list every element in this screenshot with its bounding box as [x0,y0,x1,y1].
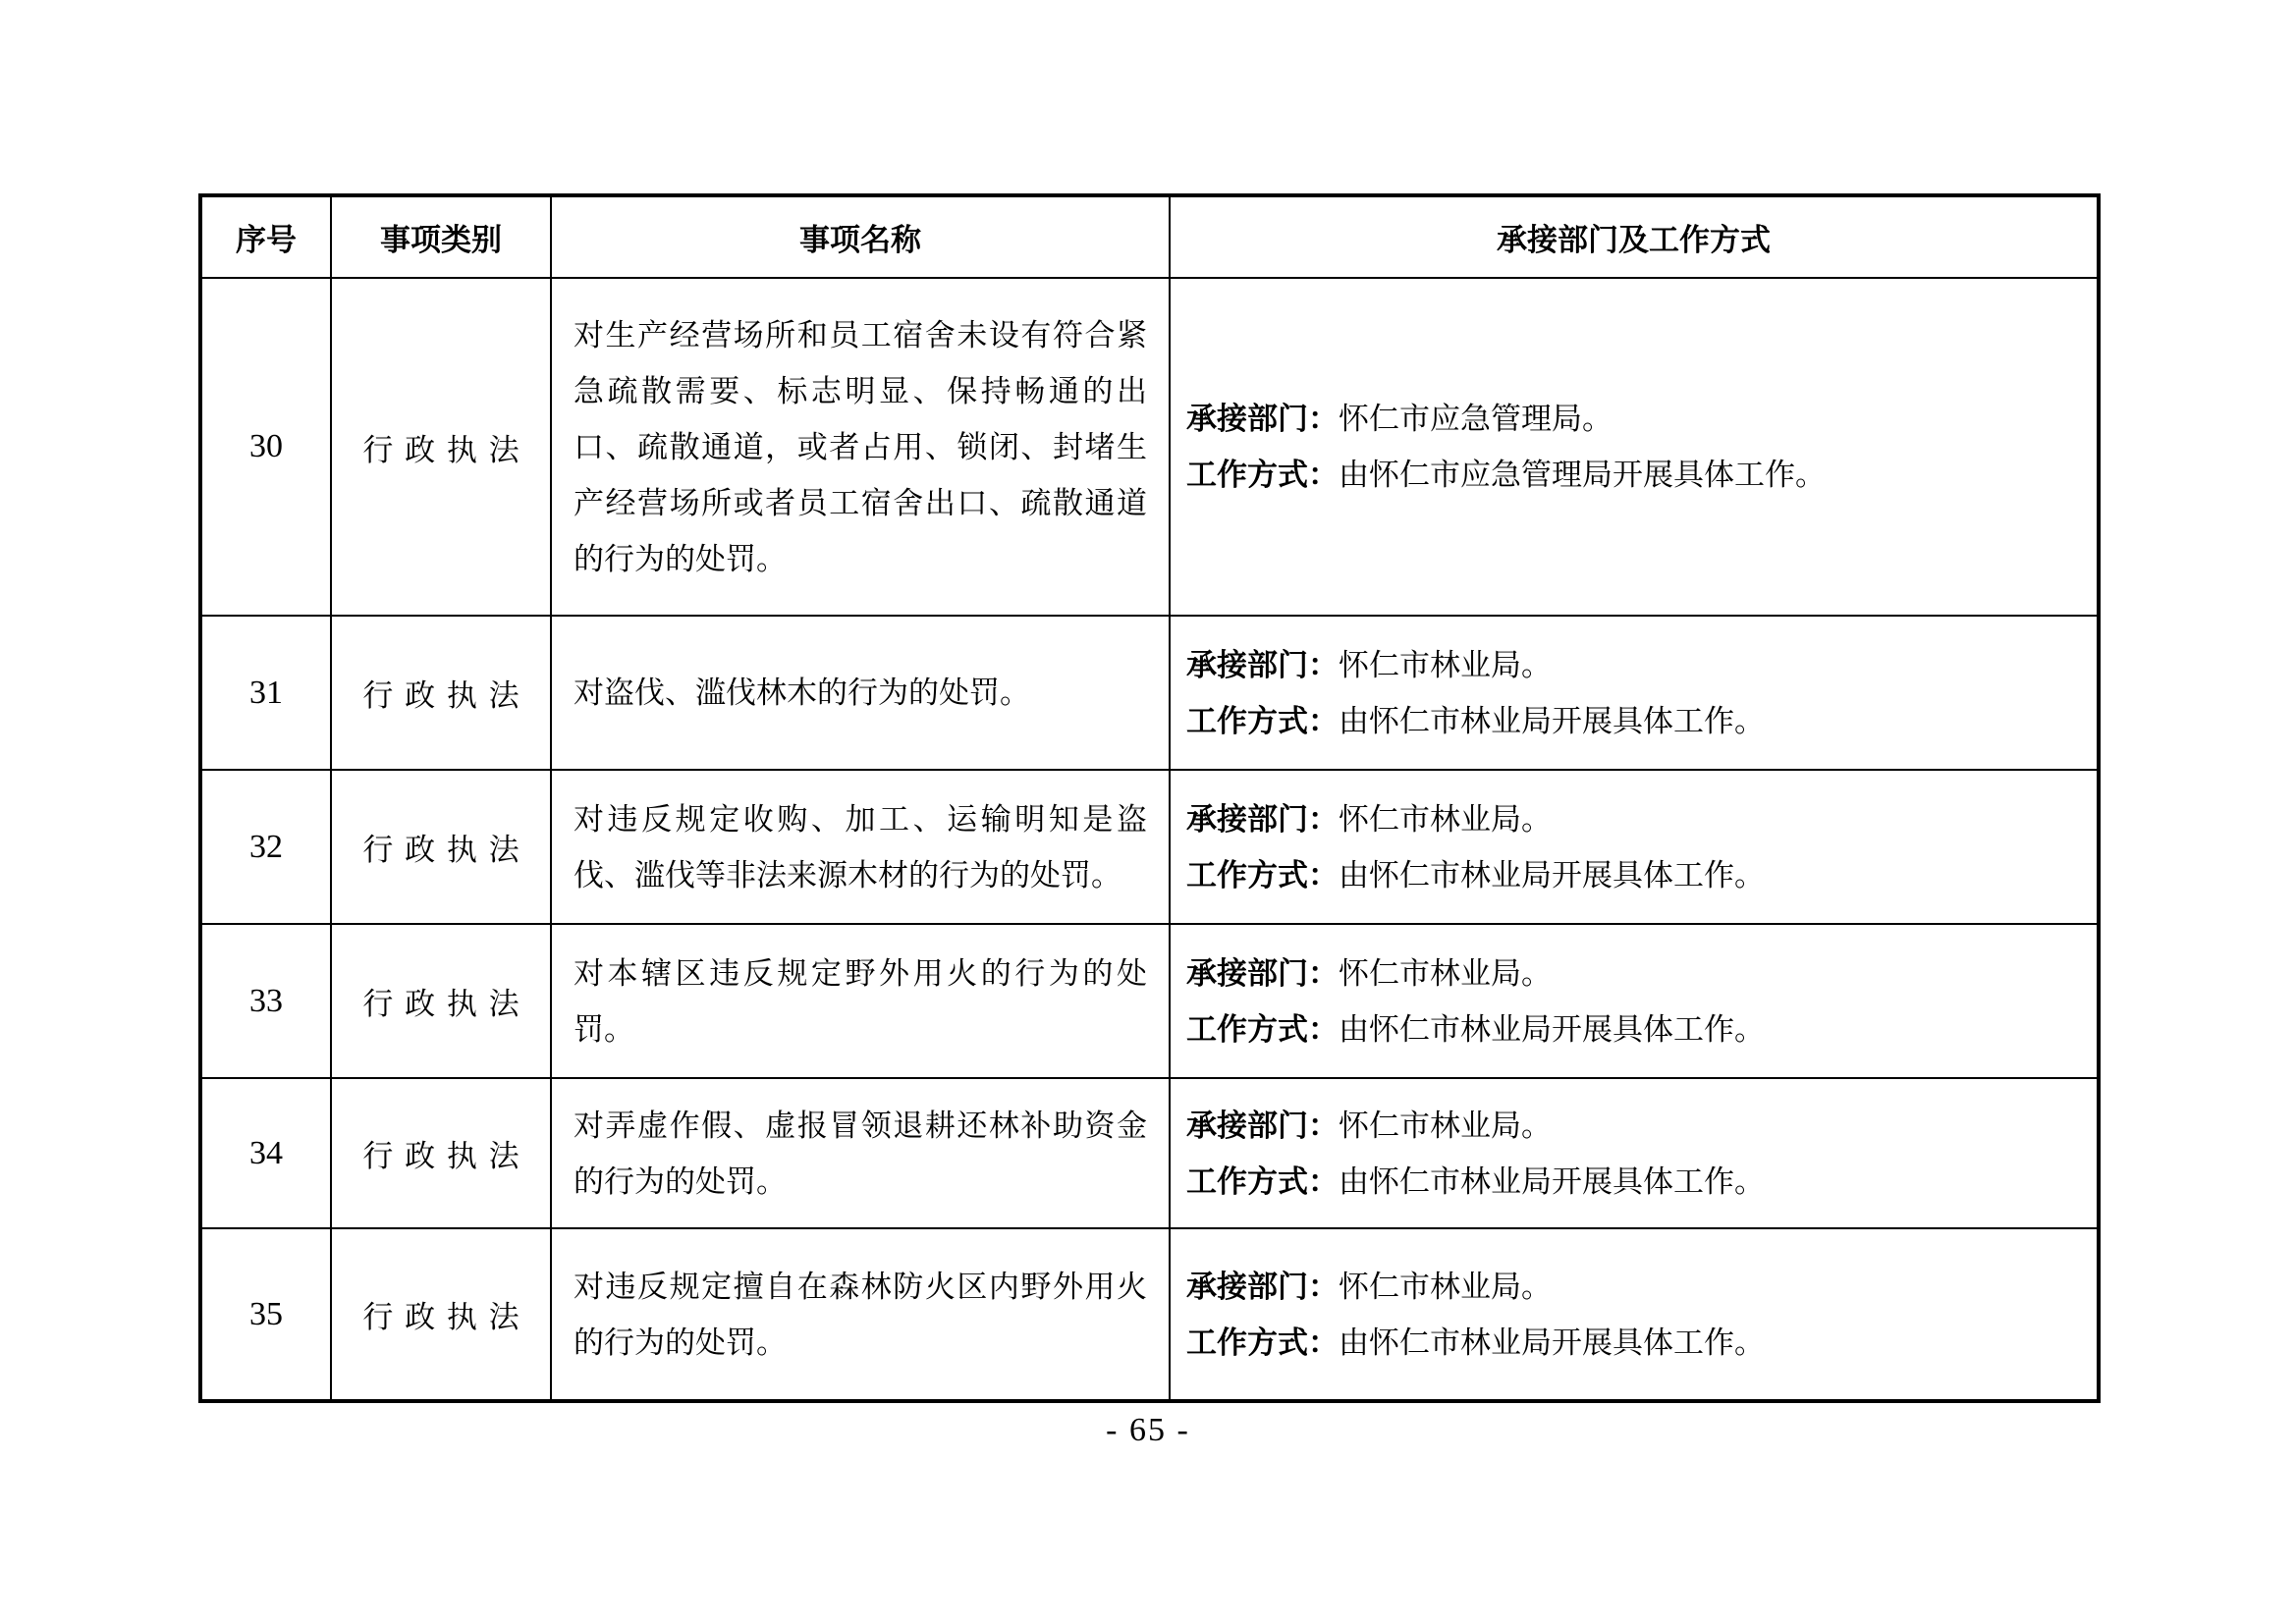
dept-label: 承接部门： [1186,647,1339,682]
page-number: - 65 - [1106,1412,1190,1448]
item-name-cell: 对弄虚作假、虚报冒领退耕还林补助资金的行为的处罚。 [551,1078,1170,1228]
method-value: 由怀仁市林业局开展具体工作。 [1339,857,1765,893]
dept-value: 怀仁市林业局。 [1339,647,1552,682]
department-cell [1170,616,2099,770]
method-value: 由怀仁市林业局开展具体工作。 [1339,1163,1765,1199]
department-cell [1170,1078,2099,1228]
dept-label: 承接部门： [1186,955,1339,991]
method-value: 由怀仁市林业局开展具体工作。 [1339,703,1765,738]
item-name-cell: 对违反规定收购、加工、运输明知是盗伐、滥伐等非法来源木材的行为的处罚。 [551,770,1170,924]
method-label: 工作方式： [1186,857,1339,893]
table-row [200,1228,2099,1401]
dept-line [1186,1259,2081,1315]
department-cell [1170,1228,2099,1401]
method-line [1186,1315,2081,1371]
dept-value: 怀仁市应急管理局。 [1339,402,1613,436]
item-name-cell: 对盗伐、滥伐林木的行为的处罚。 [551,616,1170,770]
table-row [200,770,2099,924]
row-index-cell: 32 [200,770,331,924]
method-value: 由怀仁市应急管理局开展具体工作。 [1339,458,1826,492]
header-item-name: 事项名称 [551,195,1170,278]
header-index: 序号 [200,195,331,278]
method-line [1186,693,2081,749]
category-cell: 行政执法 [331,770,551,924]
dept-line [1186,391,2081,447]
row-index-cell: 31 [200,616,331,770]
row-index-cell: 30 [200,278,331,616]
dept-value: 怀仁市林业局。 [1339,1269,1552,1304]
method-line [1186,447,2081,503]
category-cell: 行政执法 [331,1228,551,1401]
category-cell: 行政执法 [331,924,551,1078]
category-cell: 行政执法 [331,1078,551,1228]
header-category: 事项类别 [331,195,551,278]
row-index-cell: 35 [200,1228,331,1401]
item-name-cell: 对违反规定擅自在森林防火区内野外用火的行为的处罚。 [551,1228,1170,1401]
header-department: 承接部门及工作方式 [1170,195,2099,278]
method-label: 工作方式： [1186,703,1339,738]
method-line [1186,847,2081,903]
method-label: 工作方式： [1186,1011,1339,1047]
method-label: 工作方式： [1186,1325,1339,1360]
method-line [1186,1154,2081,1210]
dept-line [1186,637,2081,693]
dept-value: 怀仁市林业局。 [1339,1108,1552,1143]
category-cell: 行政执法 [331,616,551,770]
row-index-cell: 34 [200,1078,331,1228]
table-row [200,1078,2099,1228]
method-label: 工作方式： [1186,458,1339,492]
dept-value: 怀仁市林业局。 [1339,801,1552,837]
dept-label: 承接部门： [1186,1108,1339,1143]
transfer-items-table [198,193,2101,1403]
method-line [1186,1001,2081,1057]
dept-line [1186,946,2081,1001]
dept-value: 怀仁市林业局。 [1339,955,1552,991]
method-value: 由怀仁市林业局开展具体工作。 [1339,1325,1765,1360]
dept-label: 承接部门： [1186,1269,1339,1304]
dept-line [1186,791,2081,847]
table-row [200,616,2099,770]
table-header-row [200,195,2099,278]
row-index-cell: 33 [200,924,331,1078]
method-value: 由怀仁市林业局开展具体工作。 [1339,1011,1765,1047]
category-cell: 行政执法 [331,278,551,616]
dept-label: 承接部门： [1186,801,1339,837]
item-name-cell: 对本辖区违反规定野外用火的行为的处罚。 [551,924,1170,1078]
table-row [200,924,2099,1078]
department-cell [1170,924,2099,1078]
dept-label: 承接部门： [1186,402,1339,436]
department-cell [1170,278,2099,616]
item-name-cell: 对生产经营场所和员工宿舍未设有符合紧急疏散需要、标志明显、保持畅通的出口、疏散通道，或者占用、锁闭、封堵生产经营场所或者员工宿舍出口、疏散通道的行为的处罚。 [551,278,1170,616]
table-row [200,278,2099,616]
method-label: 工作方式： [1186,1163,1339,1199]
department-cell [1170,770,2099,924]
dept-line [1186,1098,2081,1154]
